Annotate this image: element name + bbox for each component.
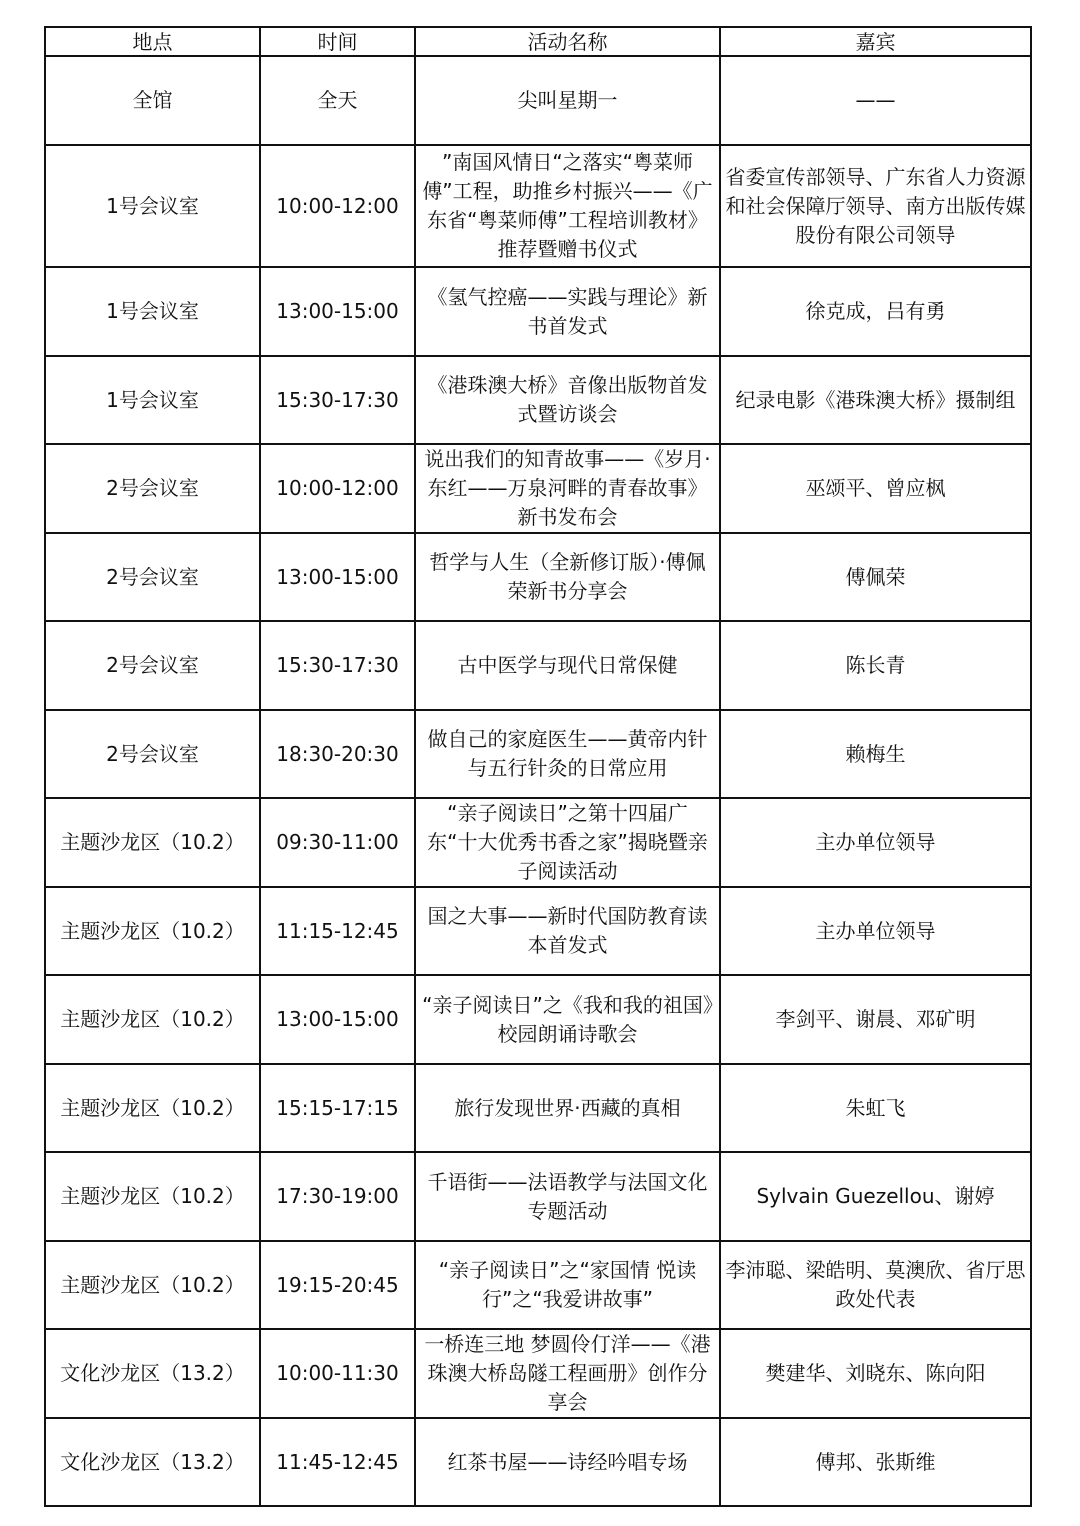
- cell-location: 1号会议室: [45, 356, 260, 444]
- cell-guest: ——: [720, 56, 1031, 145]
- cell-location: 2号会议室: [45, 444, 260, 533]
- table-row: [45, 621, 1031, 710]
- cell-guest: 纪录电影《港珠澳大桥》摄制组: [720, 356, 1031, 444]
- cell-location: 文化沙龙区（13.2）: [45, 1329, 260, 1418]
- cell-location: 主题沙龙区（10.2）: [45, 975, 260, 1064]
- cell-location: 全馆: [45, 56, 260, 145]
- cell-location: 1号会议室: [45, 267, 260, 356]
- cell-time: 13:00-15:00: [260, 975, 415, 1064]
- table-row: [45, 798, 1031, 887]
- cell-guest: 主办单位领导: [720, 798, 1031, 887]
- cell-time: 13:00-15:00: [260, 533, 415, 621]
- cell-activity: “亲子阅读日”之《我和我的祖国》校园朗诵诗歌会: [415, 975, 720, 1064]
- cell-location: 2号会议室: [45, 710, 260, 798]
- cell-activity: 做自己的家庭医生——黄帝内针与五行针灸的日常应用: [415, 710, 720, 798]
- cell-activity: “亲子阅读日”之第十四届广东“十大优秀书香之家”揭晓暨亲子阅读活动: [415, 798, 720, 887]
- table-row: [45, 887, 1031, 975]
- table-row: [45, 533, 1031, 621]
- table-row: [45, 1418, 1031, 1506]
- cell-time: 15:15-17:15: [260, 1064, 415, 1152]
- cell-activity: 一桥连三地 梦圆伶仃洋——《港珠澳大桥岛隧工程画册》创作分享会: [415, 1329, 720, 1418]
- cell-activity: 旅行发现世界·西藏的真相: [415, 1064, 720, 1152]
- header-row: [45, 27, 1031, 56]
- cell-location: 主题沙龙区（10.2）: [45, 887, 260, 975]
- cell-location: 主题沙龙区（10.2）: [45, 798, 260, 887]
- cell-time: 13:00-15:00: [260, 267, 415, 356]
- cell-guest: 徐克成，吕有勇: [720, 267, 1031, 356]
- cell-guest: 李沛聪、梁皓明、莫澳欣、省厅思政处代表: [720, 1241, 1031, 1329]
- table-row: [45, 1329, 1031, 1418]
- cell-time: 15:30-17:30: [260, 356, 415, 444]
- cell-activity: 哲学与人生（全新修订版）·傅佩荣新书分享会: [415, 533, 720, 621]
- cell-guest: 李剑平、谢晨、邓矿明: [720, 975, 1031, 1064]
- cell-activity: “亲子阅读日”之“家国情 悦读行”之“我爱讲故事”: [415, 1241, 720, 1329]
- table-body: [45, 56, 1031, 1506]
- cell-guest: 主办单位领导: [720, 887, 1031, 975]
- cell-time: 10:00-12:00: [260, 145, 415, 267]
- cell-location: 1号会议室: [45, 145, 260, 267]
- cell-activity: 千语街——法语教学与法国文化专题活动: [415, 1152, 720, 1241]
- table-row: [45, 710, 1031, 798]
- table-row: [45, 267, 1031, 356]
- cell-guest: 樊建华、刘晓东、陈向阳: [720, 1329, 1031, 1418]
- cell-time: 11:45-12:45: [260, 1418, 415, 1506]
- table-row: [45, 1152, 1031, 1241]
- header-time: 时间: [260, 27, 415, 56]
- cell-time: 10:00-12:00: [260, 444, 415, 533]
- cell-time: 18:30-20:30: [260, 710, 415, 798]
- cell-guest: 傅佩荣: [720, 533, 1031, 621]
- cell-time: 19:15-20:45: [260, 1241, 415, 1329]
- table-header: [45, 27, 1031, 56]
- cell-guest: Sylvain Guezellou、谢婷: [720, 1152, 1031, 1241]
- table-row: [45, 1064, 1031, 1152]
- cell-activity: 说出我们的知青故事——《岁月·东红——万泉河畔的青春故事》新书发布会: [415, 444, 720, 533]
- cell-activity: ”南国风情日“之落实“粤菜师傅”工程，助推乡村振兴——《广东省“粤菜师傅”工程培训教材》推荐暨赠书仪式: [415, 145, 720, 267]
- cell-activity: 《氢气控癌——实践与理论》新书首发式: [415, 267, 720, 356]
- cell-activity: 国之大事——新时代国防教育读本首发式: [415, 887, 720, 975]
- cell-location: 2号会议室: [45, 533, 260, 621]
- cell-guest: 陈长青: [720, 621, 1031, 710]
- header-guest: 嘉宾: [720, 27, 1031, 56]
- cell-location: 主题沙龙区（10.2）: [45, 1241, 260, 1329]
- table-row: [45, 56, 1031, 145]
- cell-guest: 省委宣传部领导、广东省人力资源和社会保障厅领导、南方出版传媒股份有限公司领导: [720, 145, 1031, 267]
- cell-activity: 尖叫星期一: [415, 56, 720, 145]
- cell-guest: 朱虹飞: [720, 1064, 1031, 1152]
- table-row: [45, 356, 1031, 444]
- cell-location: 主题沙龙区（10.2）: [45, 1152, 260, 1241]
- cell-location: 主题沙龙区（10.2）: [45, 1064, 260, 1152]
- cell-time: 10:00-11:30: [260, 1329, 415, 1418]
- cell-activity: 红茶书屋——诗经吟唱专场: [415, 1418, 720, 1506]
- header-activity: 活动名称: [415, 27, 720, 56]
- cell-time: 15:30-17:30: [260, 621, 415, 710]
- cell-time: 全天: [260, 56, 415, 145]
- cell-time: 11:15-12:45: [260, 887, 415, 975]
- cell-guest: 赖梅生: [720, 710, 1031, 798]
- table-row: [45, 975, 1031, 1064]
- cell-activity: 古中医学与现代日常保健: [415, 621, 720, 710]
- event-schedule-table: [44, 26, 1032, 1507]
- cell-guest: 傅邦、张斯维: [720, 1418, 1031, 1506]
- cell-time: 09:30-11:00: [260, 798, 415, 887]
- table-row: [45, 1241, 1031, 1329]
- header-location: 地点: [45, 27, 260, 56]
- cell-time: 17:30-19:00: [260, 1152, 415, 1241]
- cell-activity: 《港珠澳大桥》音像出版物首发式暨访谈会: [415, 356, 720, 444]
- cell-location: 文化沙龙区（13.2）: [45, 1418, 260, 1506]
- table-row: [45, 145, 1031, 267]
- table-row: [45, 444, 1031, 533]
- cell-guest: 巫颂平、曾应枫: [720, 444, 1031, 533]
- cell-location: 2号会议室: [45, 621, 260, 710]
